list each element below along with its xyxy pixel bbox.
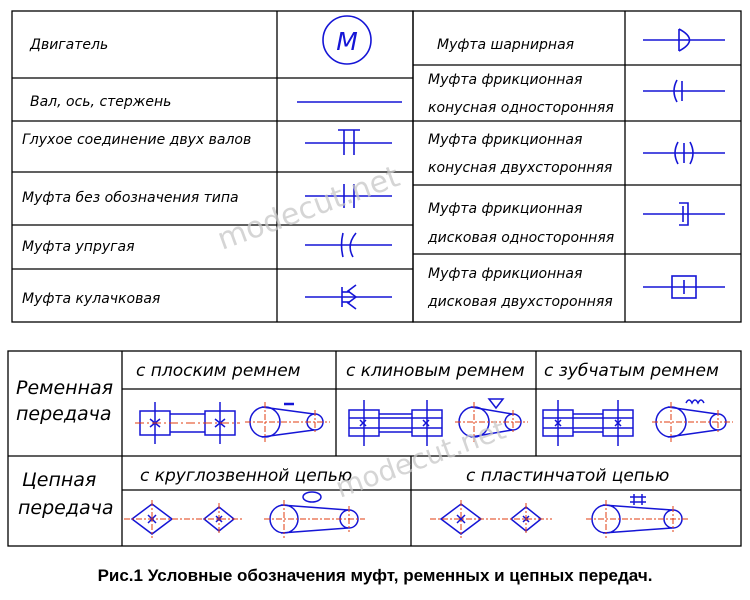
round-chain-front-symbol (124, 500, 242, 538)
label-chain-1: Цепная (22, 469, 97, 491)
label-coupling-claw: Муфта кулачковая (22, 291, 161, 307)
cone-two-sided-symbol (643, 142, 725, 164)
watermark-bottom: modecut.net (331, 412, 511, 505)
header-round-chain: с круглозвенной цепью (140, 466, 353, 486)
label-shaft: Вал, ось, стержень (30, 94, 172, 110)
claw-coupling-symbol (305, 285, 392, 309)
header-toothed-belt: с зубчатым ремнем (544, 361, 719, 381)
cone-one-sided-symbol (643, 80, 725, 102)
rigid-joint-symbol (305, 130, 392, 155)
disc-two-sided-symbol (643, 276, 725, 298)
label-belt-1: Ременная (16, 377, 114, 399)
flat-belt-front-symbol (135, 402, 240, 444)
plate-chain-front-symbol (430, 500, 552, 538)
label-coupling-hinged: Муфта шарнирная (437, 37, 575, 53)
label-disc-two-1: Муфта фрикционная (428, 266, 583, 282)
label-motor: Двигатель (30, 37, 109, 53)
label-belt-2: передача (16, 403, 112, 425)
label-coupling-elastic: Муфта упругая (22, 239, 135, 255)
motor-letter: М (336, 27, 358, 56)
label-coupling-untyped: Муфта без обозначения типа (22, 190, 239, 206)
watermark-top: modecut.net (212, 159, 405, 258)
label-disc-one-1: Муфта фрикционная (428, 201, 583, 217)
flat-belt-side-symbol (245, 402, 330, 442)
plate-chain-side-symbol (586, 494, 688, 538)
label-cone-one-2: конусная односторонняя (428, 100, 614, 116)
toothed-belt-side-symbol (652, 400, 733, 442)
header-plate-chain: с пластинчатой цепью (466, 466, 670, 486)
label-cone-two-2: конусная двухсторонняя (428, 160, 613, 176)
label-chain-2: передача (18, 497, 114, 519)
label-cone-one-1: Муфта фрикционная (428, 72, 583, 88)
label-rigid-joint: Глухое соединение двух валов (22, 132, 252, 148)
header-v-belt: с клиновым ремнем (346, 361, 525, 381)
header-flat-belt: с плоским ремнем (136, 361, 301, 381)
label-cone-two-1: Муфта фрикционная (428, 132, 583, 148)
figure-caption: Рис.1 Условные обозначения муфт, ременных и цепных передач. (97, 566, 653, 585)
hinged-coupling-symbol (643, 29, 725, 51)
toothed-belt-front-symbol (543, 400, 633, 446)
label-disc-two-2: дисковая двухсторонняя (428, 294, 613, 310)
label-disc-one-2: дисковая односторонняя (428, 230, 615, 246)
elastic-coupling-symbol (305, 233, 392, 257)
disc-one-sided-symbol (643, 203, 725, 225)
